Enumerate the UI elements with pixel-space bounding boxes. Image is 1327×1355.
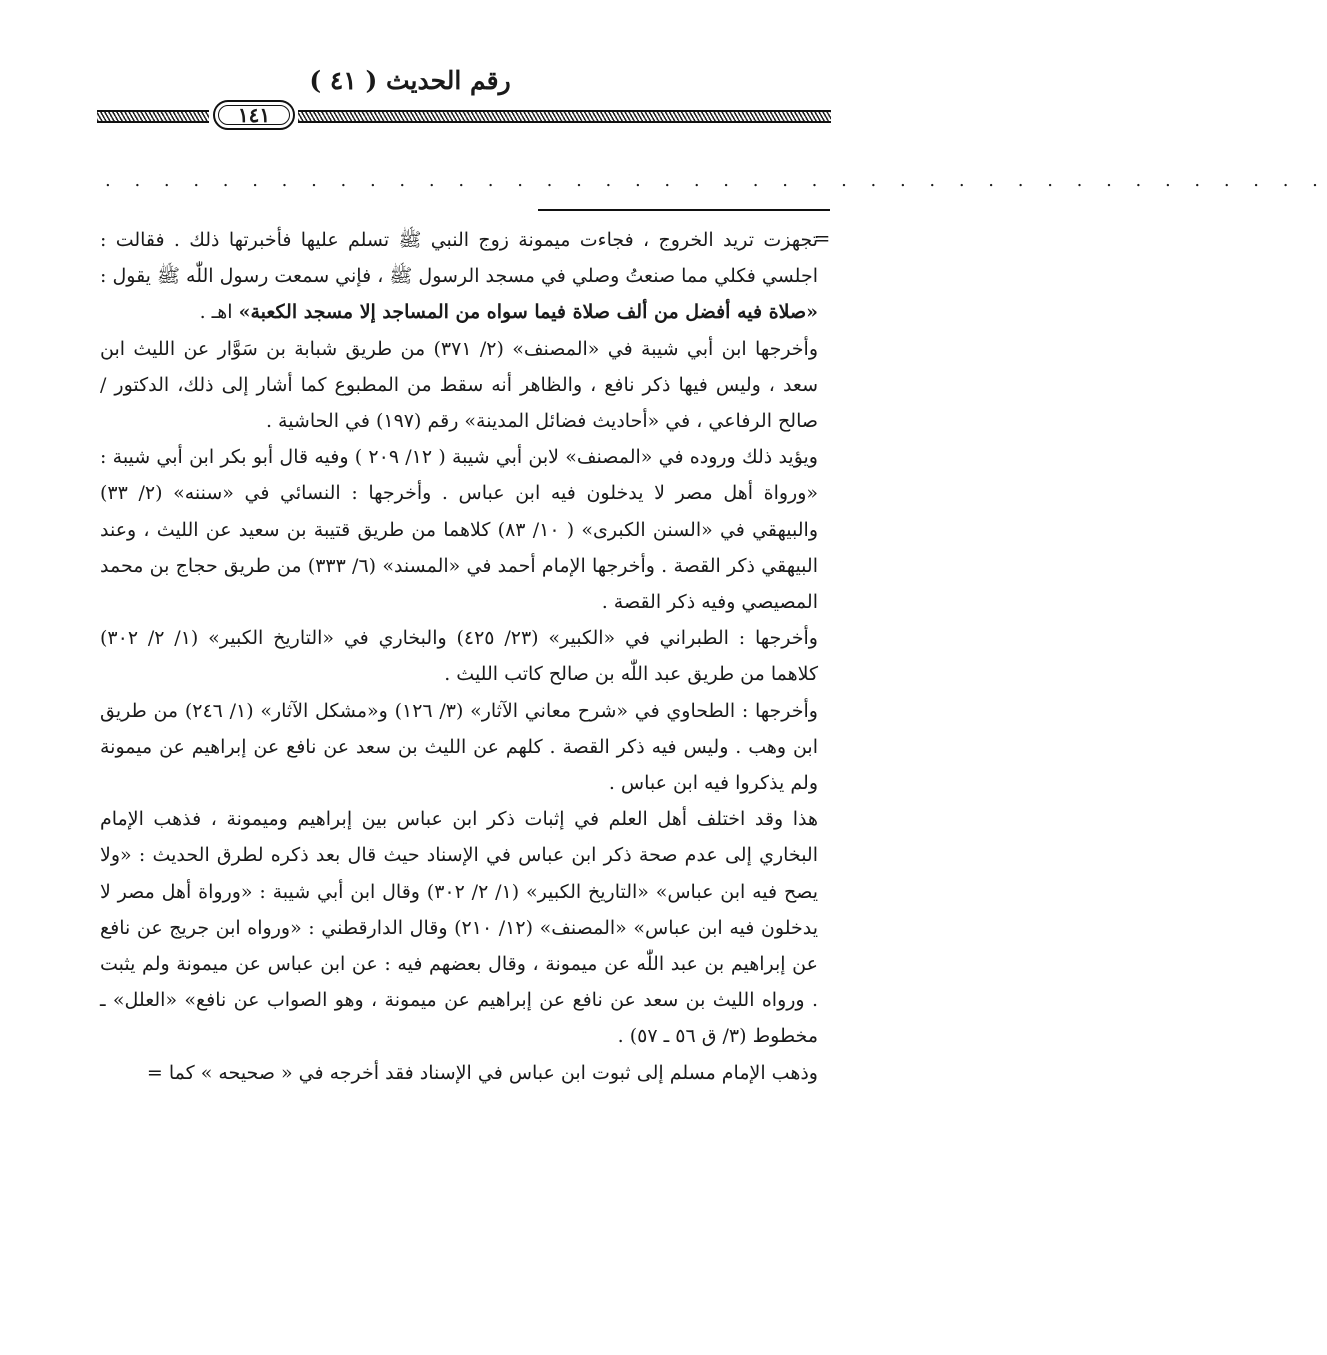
continuation-marker: =	[813, 226, 831, 250]
paragraph-1-text: تجهزت تريد الخروج ، فجاءت ميمونة زوج النبي ﷺ تسلم عليها فأخبرتها ذلك . فقالت : اجلسي فكلي مما صنعتُ وصلي في مسجد الرسول ﷺ ، فإني سمعت رسول اللّٰه ﷺ يقول :	[100, 229, 818, 288]
paragraph-1	[100, 222, 818, 331]
paragraph-5: وأخرجها : الطحاوي في «شرح معاني الآثار» (٣/ ١٢٦) و«مشكل الآثار» (١/ ٢٤٦) من طريق ابن وهب . وليس فيه ذكر القصة . كلهم عن الليث بن سعد عن نافع عن إبراهيم عن ميمونة ولم يذكروا فيه ابن عباس .	[100, 699, 818, 795]
footnote-body	[100, 222, 818, 1091]
ellipsis-dots: . . . . . . . . . . . . . . . . . . . . . . . . . . . . . . . . . . . . . . . . . .	[105, 170, 1327, 191]
page-number-badge	[213, 100, 295, 130]
paragraph-3: ويؤيد ذلك وروده في «المصنف» لابن أبي شيبة ( ١٢/ ٢٠٩ ) وفيه قال أبو بكر ابن أبي شيبة : «ورواة أهل مصر لا يدخلون فيه ابن عباس . وأخرجها : النسائي في «سننه» (٢/ ٣٣) والبيهقي في «السنن الكبرى» ( ١٠/ ٨٣) كلاهما من طريق قتيبة بن سعيد عن الليث ، وعند البيهقي ذكر القصة . وأخرجها الإمام أحمد في «المسند» (٦/ ٣٣٣) من طريق حجاج بن محمد المصيصي وفيه ذكر القصة .	[100, 446, 818, 614]
paragraph-7: وذهب الإمام مسلم إلى ثبوت ابن عباس في الإسناد فقد أخرجه في « صحيحه » كما =	[146, 1061, 818, 1084]
header-rule-left	[97, 110, 209, 123]
paragraph-2: وأخرجها ابن أبي شيبة في «المصنف» (٢/ ٣٧١) من طريق شبابة بن سَوَّار عن الليث ابن سعد ، وليس فيها ذكر نافع ، والظاهر أنه سقط من المطبوع كما أشار إلى ذلك، الدكتور / صالح الرفاعي ، في «أحاديث فضائل المدينة» رقم (١٩٧) في الحاشية .	[100, 337, 818, 433]
paragraph-6: هذا وقد اختلف أهل العلم في إثبات ذكر ابن عباس بين إبراهيم وميمونة ، فذهب الإمام البخاري إلى عدم صحة ذكر ابن عباس في الإسناد حيث قال بعد ذكره لطرق الحديث : «ولا يصح فيه ابن عباس» «التاريخ الكبير» (١/ ٢/ ٣٠٢) وقال ابن أبي شيبة : «ورواة أهل مصر لا يدخلون فيه ابن عباس» «المصنف» (١٢/ ٢١٠) وقال الدارقطني : «ورواه ابن جريج عن نافع عن إبراهيم بن عبد اللّٰه عن ميمونة ، وقال بعضهم فيه : عن ابن عباس عن ميمونة ولم يثبت . ورواه الليث بن سعد عن نافع عن إبراهيم عن ميمونة ، وهو الصواب عن نافع» «العلل» ـ مخطوط (٣/ ق ٥٦ ـ ٥٧) .	[100, 808, 818, 1048]
page-header-title: رقم الحديث ( ٤١ )	[309, 66, 511, 95]
paragraph-4: وأخرجها : الطبراني في «الكبير» (٢٣/ ٤٢٥) والبخاري في «التاريخ الكبير» (١/ ٢/ ٣٠٢) كلاهما من طريق عبد اللّٰه بن صالح كاتب الليث .	[100, 627, 818, 686]
footnote-separator	[538, 209, 830, 211]
header-rule	[0, 96, 940, 136]
hadith-quote: «صلاة فيه أفضل من ألف صلاة فيما سواه من المساجد إلا مسجد الكعبة»	[238, 301, 818, 324]
header-rule-right	[298, 110, 831, 123]
paragraph-1-end: اهـ .	[199, 301, 239, 324]
page-number: ١٤١	[237, 103, 271, 127]
